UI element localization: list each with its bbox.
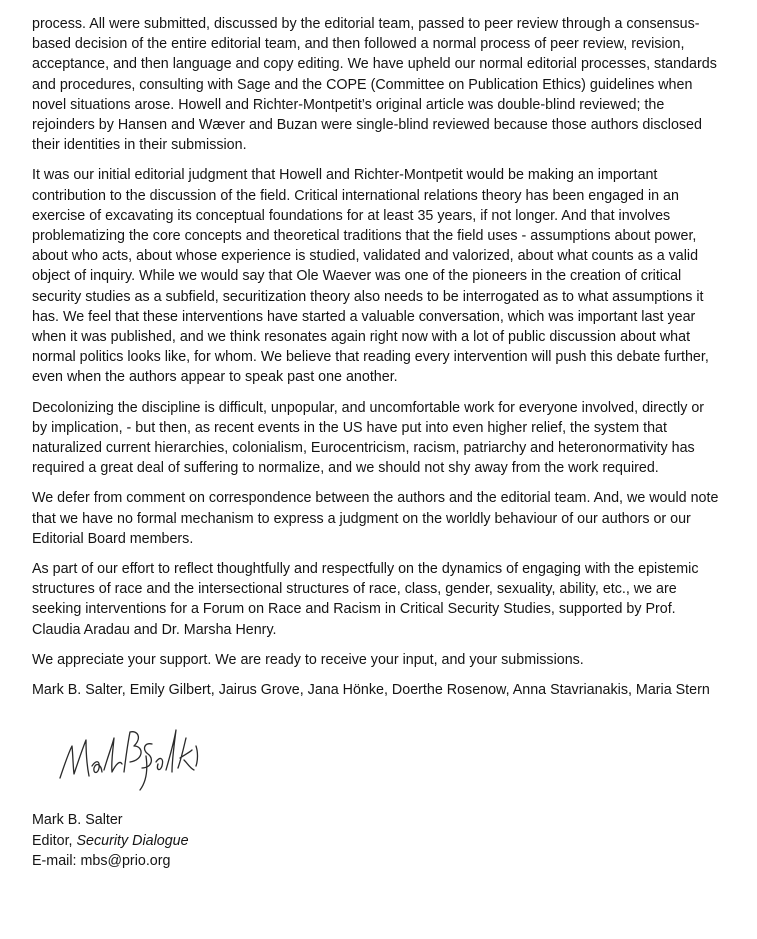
journal-name: Security Dialogue [76,832,189,849]
paragraph-decolonizing: Decolonizing the discipline is difficult, unpopular, and uncomfortable work for everyone involved, directly or by implication, - but then, as recent events in the US have put into even higher relief, the system that naturalized current hierarchies, colonialism, Eurocentricism, racism, patriarchy and heteronormativity has required a great deal of suffering to normalize, and we should not shy away from the work required. [32,399,705,477]
paragraph-correspondence: We defer from comment on correspondence between the authors and the editorial team. And, we would note that we have no formal mechanism to express a judgment on the worldly behaviour of our authors or our Editorial Board members. [32,490,719,547]
signature-block [32,810,722,871]
signatory-role [32,831,722,851]
handwritten-signature [56,716,216,802]
letter-page [32,14,722,871]
signatory-role-prefix: Editor, [32,832,77,849]
paragraph-appreciation: We appreciate your support. We are ready to receive your input, and your submissions. [32,651,584,668]
paragraph-editors-list: Mark B. Salter, Emily Gilbert, Jairus Grove, Jana Hönke, Doerthe Rosenow, Anna Stavrianakis, Maria Stern [32,682,710,699]
paragraph-editorial-judgment: It was our initial editorial judgment that Howell and Richter-Montpetit would be making an important contribution to the discussion of the field. Critical international relations theory has been engaged in an exercise of excavating its conceptual foundations for at least 35 years, if not longer. And that involves problematizing the core concepts and theoretical traditions that the field uses - assumptions about power, about who acts, about whose experience is studied, validated and valorized, about what counts as a valid object of inquiry. While we would say that Ole Waever was one of the pioneers in the creation of critical security studies as a subfield, securitization theory also needs to be interrogated as to what assumptions it has. We feel that these interventions have started a valuable conversation, which was important last year when it was published, and we think resonates again right now with a lot of public discussion about what normal politics looks like, for whom. We believe that reading every intervention will push this debate further, even when the authors appear to speak past one another. [32,167,709,386]
paragraph-process: process. All were submitted, discussed by the editorial team, passed to peer review through a consensus-based decision of the entire editorial team, and then followed a normal process of peer review, revision, acceptance, and then language and copy editing. We have upheld our normal editorial processes, standards and procedures, consulting with Sage and the COPE (Committee on Publication Ethics) guidelines when novel situations arose. Howell and Richter-Montpetit’s original article was double-blind reviewed; the rejoinders by Hansen and Wæver and Buzan were single-blind reviewed because those authors disclosed their identities in their submission. [32,16,717,154]
paragraph-forum: As part of our effort to reflect thoughtfully and respectfully on the dynamics of engaging with the epistemic structures of race and the intersectional structures of race, class, gender, sexuality, ability, etc., we are seeking interventions for a Forum on Race and Racism in Critical Security Studies, supported by Prof. Claudia Aradau and Dr. Marsha Henry. [32,561,699,638]
signatory-name: Mark B. Salter [32,812,123,829]
signatory-email[interactable]: E-mail: mbs@prio.org [32,852,171,869]
